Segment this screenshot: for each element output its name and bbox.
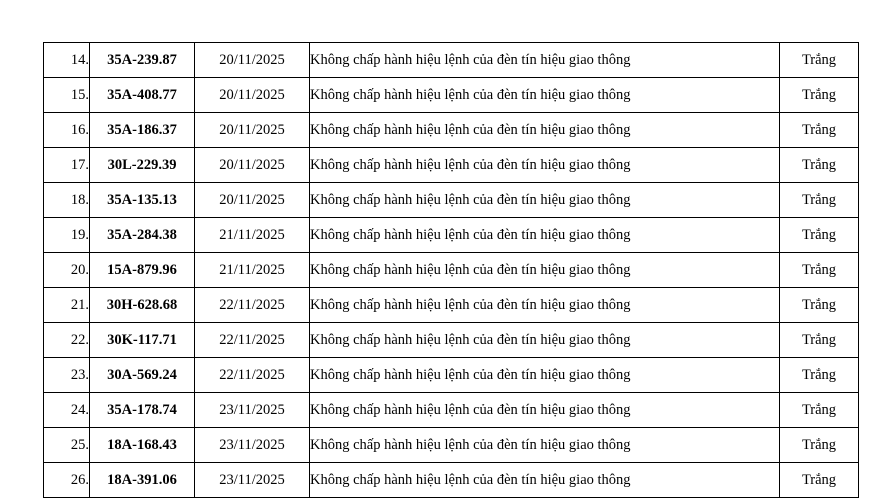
row-number: 17.	[44, 148, 90, 183]
violation-date: 20/11/2025	[195, 148, 310, 183]
plate-color: Trắng	[780, 428, 859, 463]
table-row	[44, 428, 859, 463]
violation-description: Không chấp hành hiệu lệnh của đèn tín hiệu giao thông	[310, 428, 780, 463]
violation-date: 21/11/2025	[195, 253, 310, 288]
license-plate: 30A-569.24	[90, 358, 195, 393]
table-row	[44, 43, 859, 78]
license-plate: 30L-229.39	[90, 148, 195, 183]
violation-description: Không chấp hành hiệu lệnh của đèn tín hiệu giao thông	[310, 78, 780, 113]
table-row	[44, 323, 859, 358]
plate-color: Trắng	[780, 288, 859, 323]
plate-color: Trắng	[780, 463, 859, 498]
violations-table-body	[44, 43, 859, 498]
table-row	[44, 78, 859, 113]
violation-description: Không chấp hành hiệu lệnh của đèn tín hiệu giao thông	[310, 358, 780, 393]
violation-description: Không chấp hành hiệu lệnh của đèn tín hiệu giao thông	[310, 463, 780, 498]
row-number: 25.	[44, 428, 90, 463]
row-number: 14.	[44, 43, 90, 78]
license-plate: 18A-391.06	[90, 463, 195, 498]
table-row	[44, 218, 859, 253]
violation-date: 20/11/2025	[195, 183, 310, 218]
row-number: 21.	[44, 288, 90, 323]
row-number: 23.	[44, 358, 90, 393]
license-plate: 18A-168.43	[90, 428, 195, 463]
violation-description: Không chấp hành hiệu lệnh của đèn tín hiệu giao thông	[310, 218, 780, 253]
license-plate: 35A-239.87	[90, 43, 195, 78]
violation-description: Không chấp hành hiệu lệnh của đèn tín hiệu giao thông	[310, 43, 780, 78]
row-number: 15.	[44, 78, 90, 113]
plate-color: Trắng	[780, 358, 859, 393]
table-row	[44, 183, 859, 218]
license-plate: 35A-186.37	[90, 113, 195, 148]
violation-description: Không chấp hành hiệu lệnh của đèn tín hiệu giao thông	[310, 148, 780, 183]
violation-description: Không chấp hành hiệu lệnh của đèn tín hiệu giao thông	[310, 393, 780, 428]
row-number: 19.	[44, 218, 90, 253]
row-number: 24.	[44, 393, 90, 428]
plate-color: Trắng	[780, 78, 859, 113]
table-row	[44, 288, 859, 323]
violation-date: 20/11/2025	[195, 113, 310, 148]
license-plate: 30H-628.68	[90, 288, 195, 323]
violations-table	[43, 42, 859, 498]
license-plate: 35A-284.38	[90, 218, 195, 253]
license-plate: 15A-879.96	[90, 253, 195, 288]
violation-description: Không chấp hành hiệu lệnh của đèn tín hiệu giao thông	[310, 113, 780, 148]
license-plate: 35A-135.13	[90, 183, 195, 218]
violation-description: Không chấp hành hiệu lệnh của đèn tín hiệu giao thông	[310, 253, 780, 288]
table-row	[44, 148, 859, 183]
row-number: 16.	[44, 113, 90, 148]
violation-date: 21/11/2025	[195, 218, 310, 253]
violation-date: 22/11/2025	[195, 323, 310, 358]
violation-date: 22/11/2025	[195, 358, 310, 393]
plate-color: Trắng	[780, 43, 859, 78]
violation-date: 23/11/2025	[195, 428, 310, 463]
row-number: 26.	[44, 463, 90, 498]
violation-description: Không chấp hành hiệu lệnh của đèn tín hiệu giao thông	[310, 288, 780, 323]
license-plate: 35A-408.77	[90, 78, 195, 113]
table-row	[44, 113, 859, 148]
license-plate: 30K-117.71	[90, 323, 195, 358]
plate-color: Trắng	[780, 323, 859, 358]
table-row	[44, 393, 859, 428]
table-row	[44, 358, 859, 393]
row-number: 22.	[44, 323, 90, 358]
violation-description: Không chấp hành hiệu lệnh của đèn tín hiệu giao thông	[310, 323, 780, 358]
table-row	[44, 463, 859, 498]
plate-color: Trắng	[780, 218, 859, 253]
violation-date: 20/11/2025	[195, 43, 310, 78]
violation-date: 23/11/2025	[195, 393, 310, 428]
violation-date: 20/11/2025	[195, 78, 310, 113]
row-number: 20.	[44, 253, 90, 288]
plate-color: Trắng	[780, 148, 859, 183]
violation-date: 22/11/2025	[195, 288, 310, 323]
violation-description: Không chấp hành hiệu lệnh của đèn tín hiệu giao thông	[310, 183, 780, 218]
plate-color: Trắng	[780, 393, 859, 428]
row-number: 18.	[44, 183, 90, 218]
plate-color: Trắng	[780, 253, 859, 288]
table-row	[44, 253, 859, 288]
plate-color: Trắng	[780, 113, 859, 148]
plate-color: Trắng	[780, 183, 859, 218]
violation-date: 23/11/2025	[195, 463, 310, 498]
license-plate: 35A-178.74	[90, 393, 195, 428]
